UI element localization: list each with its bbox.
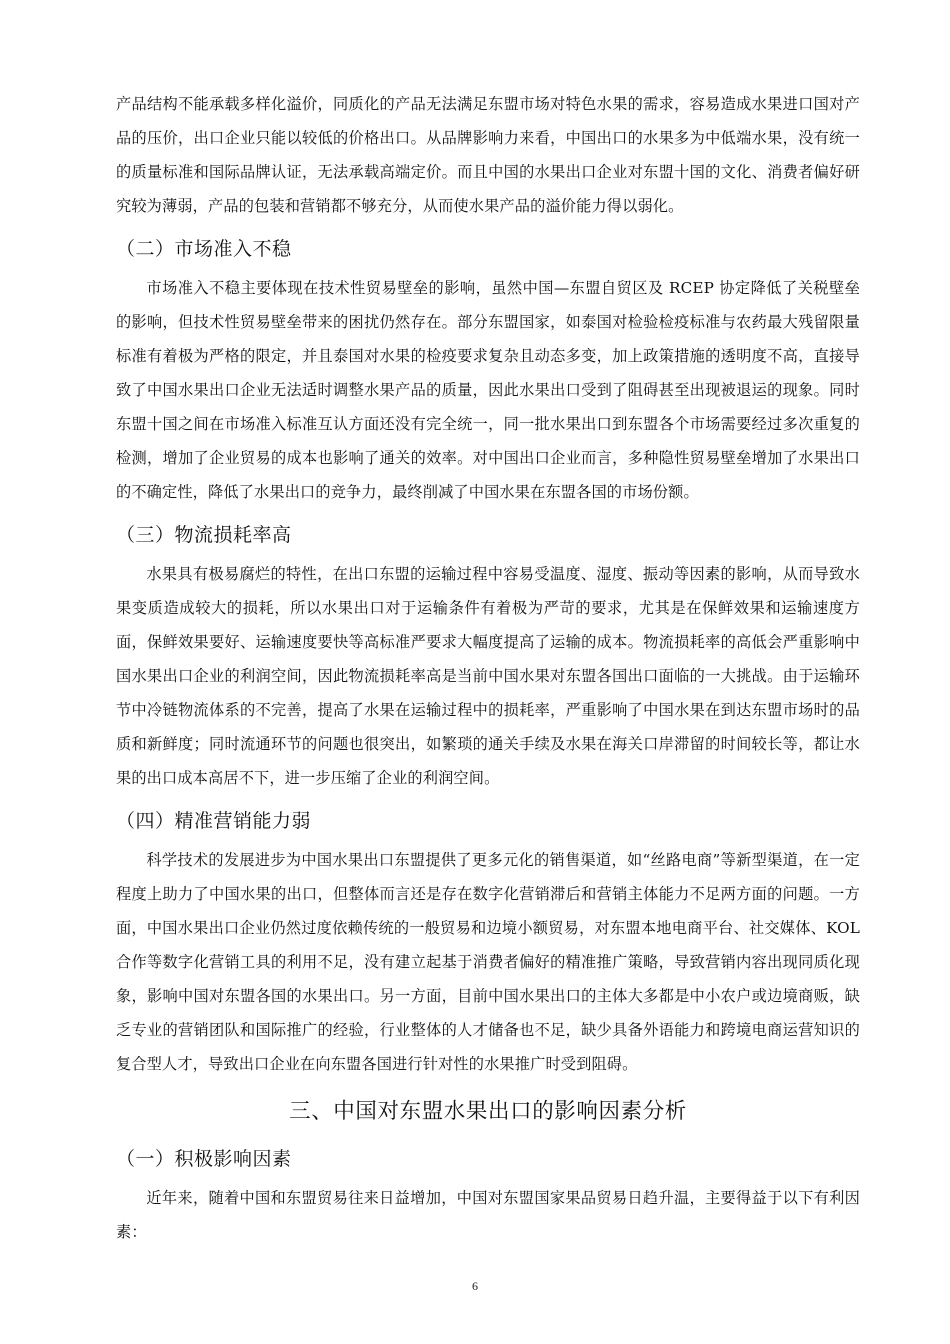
subheading-marketing: （四）精准营销能力弱 — [116, 810, 312, 832]
section-heading-influencing-factors: 三、中国对东盟水果出口的影响因素分析 — [289, 1099, 687, 1124]
paragraph-product-premium: 产品结构不能承载多样化溢价，同质化的产品无法满足东盟市场对特色水果的需求，容易造成水果进口国对产品的压价，出口企业只能以较低的价格出口。从品牌影响力来看，中国出口的水果多为中低端水果，没有统一的质量标准和国际品牌认证，无法承载高端定价。而且中国的水果出口企业对东盟十国的文化、消费者偏好研究较为薄弱，产品的包装和营销都不够充分，从而使水果产品的溢价能力得以弱化。 — [116, 95, 860, 215]
subheading-market-access: （二）市场准入不稳 — [116, 238, 292, 260]
subheading-logistics-loss: （三）物流损耗率高 — [116, 524, 292, 546]
document-body — [116, 87, 860, 1249]
subheading-positive-factors: （一）积极影响因素 — [116, 1148, 292, 1170]
paragraph-marketing: 科学技术的发展进步为中国水果出口东盟提供了更多元化的销售渠道，如“丝路电商”等新型渠道，在一定程度上助力了中国水果的出口，但整体而言还是存在数字化营销滞后和营销主体能力不足两方面的问题。一方面，中国水果出口企业仍然过度依赖传统的一般贸易和边境小额贸易，对东盟本地电商平台、社交媒体、KOL 合作等数字化营销工具的利用不足，没有建立起基于消费者偏好的精准推广策略，导致营销内容出现同质化现象，影响中国对东盟各国的水果出口。另一方面，目前中国水果出口的主体大多都是中小农户或边境商贩，缺乏专业的营销团队和国际推广的经验，行业整体的人才储备也不足，缺少具备外语能力和跨境电商运营知识的复合型人才，导致出口企业在向东盟各国进行针对性的水果推广时受到阻碍。 — [116, 851, 860, 1073]
page-number: 6 — [472, 1279, 478, 1293]
paragraph-positive-factors: 近年来，随着中国和东盟贸易往来日益增加，中国对东盟国家果品贸易日趋升温，主要得益于以下有利因素： — [116, 1189, 860, 1241]
paragraph-market-access: 市场准入不稳主要体现在技术性贸易壁垒的影响，虽然中国—东盟自贸区及 RCEP 协定降低了关税壁垒的影响，但技术性贸易壁垒带来的困扰仍然存在。部分东盟国家，如泰国对检验检疫标准与农药最大残留限量标准有着极为严格的限定，并且泰国对水果的检疫要求复杂且动态多变，加上政策措施的透明度不高，直接导致了中国水果出口企业无法适时调整水果产品的质量，因此水果出口受到了阻碍甚至出现被退运的现象。同时东盟十国之间在市场准入标准互认方面还没有完全统一，同一批水果出口到东盟各个市场需要经过多次重复的检测，增加了企业贸易的成本也影响了通关的效率。对中国出口企业而言，多种隐性贸易壁垒增加了水果出口的不确定性，降低了水果出口的竞争力，最终削减了中国水果在东盟各国的市场份额。 — [116, 279, 860, 501]
paragraph-logistics-loss: 水果具有极易腐烂的特性，在出口东盟的运输过程中容易受温度、湿度、振动等因素的影响，从而导致水果变质造成较大的损耗，所以水果出口对于运输条件有着极为严苛的要求，尤其是在保鲜效果和运输速度方面，保鲜效果要好、运输速度要快等高标准严要求大幅度提高了运输的成本。物流损耗率的高低会严重影响中国水果出口企业的利润空间，因此物流损耗率高是当前中国水果对东盟各国出口面临的一大挑战。由于运输环节中冷链物流体系的不完善，提高了水果在运输过程中的损耗率，严重影响了中国水果在到达东盟市场时的品质和新鲜度；同时流通环节的问题也很突出，如繁琐的通关手续及水果在海关口岸滞留的时间较长等，都让水果的出口成本高居不下，进一步压缩了企业的利润空间。 — [116, 565, 860, 787]
